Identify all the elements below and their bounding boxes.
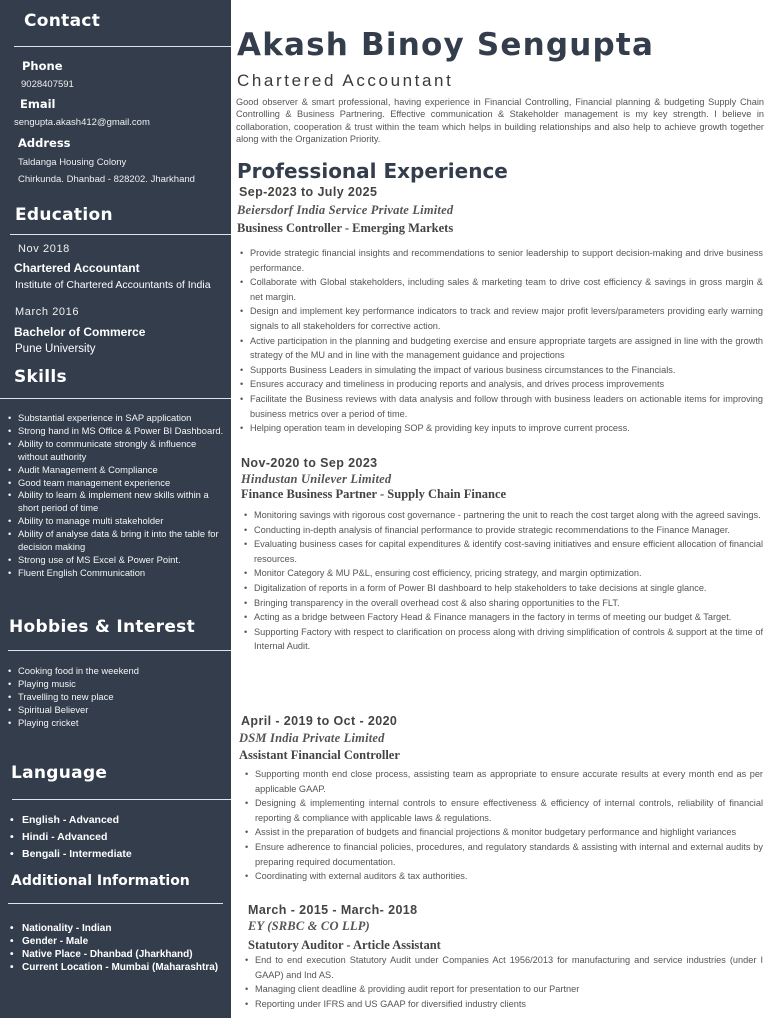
- list-item: • Designing & implementing internal controls to ensure effectiveness & efficiency of internal controls, reliability of financial reporting & compliance with applicable laws & regulations.: [242, 796, 763, 825]
- hobby-item: • Spiritual Believer: [2, 704, 228, 717]
- divider: [8, 903, 223, 904]
- list-item: • Design and implement key performance indicators to track and review major profit levers/parameters providing early warning signals to all stakeholders for corrective action.: [237, 304, 763, 333]
- skill-item: • Ability to learn & implement new skills within a short period of time: [2, 489, 228, 515]
- skill-item: • Audit Management & Compliance: [2, 464, 228, 477]
- list-item: • Acting as a bridge between Factory Head & Finance managers in the factory in terms of meeting our budget & Target.: [241, 610, 763, 625]
- profile-summary: Good observer & smart professional, having experience in Financial Controlling, Financial planning & budgeting Supply Chain Controlling & Business Partnering. Effective communication & Stakeholder management is my key strength. I believe in collaboration, cooperation & trust within the team which helps in building relationships and also help to achieve growth together along with the Organization Priority.: [236, 97, 764, 144]
- experience-heading: Professional Experience: [237, 159, 508, 183]
- language-list: [2, 812, 228, 863]
- education-institute: Pune University: [15, 343, 96, 355]
- job-company: Beiersdorf India Service Private Limited: [237, 203, 454, 217]
- job-date: April - 2019 to Oct - 2020: [241, 714, 398, 728]
- skill-item: • Fluent English Communication: [2, 567, 228, 580]
- candidate-title: Chartered Accountant: [237, 71, 454, 90]
- job-bullets: [237, 246, 763, 436]
- hobby-item: • Playing cricket: [2, 717, 228, 730]
- phone-value: 9028407591: [21, 79, 74, 90]
- address-label: Address: [18, 136, 71, 150]
- skills-list: [2, 412, 228, 580]
- job-date: Sep-2023 to July 2025: [239, 185, 378, 199]
- list-item: • Collaborate with Global stakeholders, including sales & marketing team to drive cost efficiency & savings in gross margin & net margin.: [237, 275, 763, 304]
- job-date: March - 2015 - March- 2018: [248, 903, 418, 917]
- hobby-item: • Playing music: [2, 678, 228, 691]
- language-item: • Bengali - Intermediate: [2, 846, 228, 863]
- skill-item: • Strong hand in MS Office & Power BI Dashboard.: [2, 425, 228, 438]
- language-item: • English - Advanced: [2, 812, 228, 829]
- divider: [8, 650, 231, 651]
- list-item: • Ensure adherence to financial policies, procedures, and regulatory standards & assisting with internal and external audits by preparing required documentation.: [242, 840, 763, 869]
- address-line: Taldanga Housing Colony: [18, 157, 127, 168]
- list-item: • Assist in the preparation of budgets and financial projections & monitor budgetary performance and highlight variances: [242, 825, 763, 840]
- list-item: • Monitoring savings with rigorous cost governance - partnering the unit to reach the cost target along with the agreed savings.: [241, 508, 763, 523]
- list-item: • Facilitate the Business reviews with data analysis and follow through with business leaders on actionable items for improving business metrics over a period of time.: [237, 392, 763, 421]
- hobbies-heading: Hobbies & Interest: [9, 617, 196, 637]
- contact-heading: Contact: [24, 11, 101, 31]
- hobbies-list: [2, 665, 228, 730]
- job-company: EY (SRBC & CO LLP): [248, 919, 370, 933]
- phone-label: Phone: [22, 59, 63, 73]
- additional-item: • Current Location - Mumbai (Maharashtra): [2, 961, 228, 974]
- skill-item: • Strong use of MS Excel & Power Point.: [2, 554, 228, 567]
- list-item: • Supports Business Leaders in simulating the impact of various business circumstances to the Financials.: [237, 363, 763, 378]
- divider: [10, 234, 231, 235]
- skill-item: • Ability to manage multi stakeholder: [2, 515, 228, 528]
- education-date: Nov 2018: [18, 243, 70, 255]
- divider: [12, 799, 231, 800]
- job-role: Finance Business Partner - Supply Chain Finance: [241, 487, 507, 501]
- additional-item: • Native Place - Dhanbad (Jharkhand): [2, 948, 228, 961]
- job-role: Statutory Auditor - Article Assistant: [248, 938, 441, 952]
- hobby-item: • Travelling to new place: [2, 691, 228, 704]
- language-heading: Language: [11, 763, 108, 783]
- main-content: [231, 0, 768, 1024]
- job-bullets: [241, 508, 763, 654]
- skills-heading: Skills: [14, 367, 67, 387]
- list-item: • Helping operation team in developing SOP & providing key inputs to improve current process.: [237, 421, 763, 436]
- skill-item: • Ability of analyse data & bring it into the table for decision making: [2, 528, 228, 554]
- additional-list: [2, 922, 228, 974]
- list-item: • Supporting Factory with respect to clarification on process along with driving simplification of controls & support at the time of Internal Audit.: [241, 625, 763, 654]
- job-company: DSM India Private Limited: [239, 731, 385, 745]
- job-bullets: [242, 767, 763, 884]
- list-item: • Monitor Category & MU P&L, ensuring cost efficiency, pricing strategy, and margin optimization.: [241, 566, 763, 581]
- list-item: • Supporting month end close process, assisting team as appropriate to ensure accurate results at every month end as per applicable GAAP.: [242, 767, 763, 796]
- education-institute: Institute of Chartered Accountants of India: [15, 279, 211, 291]
- list-item: • Bringing transparency in the overall overhead cost & also sharing opportunities to the FLT.: [241, 596, 763, 611]
- additional-item: • Nationality - Indian: [2, 922, 228, 935]
- skill-item: • Good team management experience: [2, 477, 228, 490]
- job-date: Nov-2020 to Sep 2023: [241, 456, 378, 470]
- skill-item: • Ability to communicate strongly & influence without authority: [2, 438, 228, 464]
- additional-heading: Additional Information: [11, 873, 190, 889]
- list-item: • Ensures accuracy and timeliness in producing reports and analysis, and drives process improvements: [237, 377, 763, 392]
- list-item: • Reporting under IFRS and US GAAP for diversified industry clients: [242, 997, 763, 1012]
- language-item: • Hindi - Advanced: [2, 829, 228, 846]
- list-item: • Provide strategic financial insights and recommendations to senior leadership to support decision-making and drive business performance.: [237, 246, 763, 275]
- list-item: • Digitalization of reports in a form of Power BI dashboard to help stakeholders to take decisions at single glance.: [241, 581, 763, 596]
- education-heading: Education: [15, 205, 113, 225]
- job-role: Business Controller - Emerging Markets: [237, 221, 454, 235]
- sidebar: [0, 0, 231, 1018]
- list-item: • Conducting in-depth analysis of financial performance to provide strategic recommendations to the Finance Manager.: [241, 523, 763, 538]
- list-item: • Managing client deadline & providing audit report for presentation to our Partner: [242, 982, 763, 997]
- list-item: • Active participation in the planning and budgeting exercise and ensure appropriate targets are assigned in line with the growth strategy of the MU and in line with the management guidance and projections: [237, 334, 763, 363]
- job-bullets: [242, 953, 763, 1011]
- additional-item: • Gender - Male: [2, 935, 228, 948]
- address-line: Chirkunda. Dhanbad - 828202. Jharkhand: [18, 174, 195, 185]
- job-company: Hindustan Unilever Limited: [241, 472, 392, 486]
- skill-item: • Substantial experience in SAP application: [2, 412, 228, 425]
- list-item: • Coordinating with external auditors & tax authorities.: [242, 869, 763, 884]
- job-role: Assistant Financial Controller: [239, 748, 400, 762]
- email-value: sengupta.akash412@gmail.com: [14, 117, 150, 128]
- divider: [14, 46, 231, 47]
- hobby-item: • Cooking food in the weekend: [2, 665, 228, 678]
- divider: [0, 398, 231, 399]
- education-date: March 2016: [15, 306, 80, 318]
- email-label: Email: [20, 97, 56, 111]
- education-degree: Bachelor of Commerce: [14, 325, 146, 339]
- education-degree: Chartered Accountant: [14, 261, 140, 275]
- list-item: • End to end execution Statutory Audit under Companies Act 1956/2013 for manufacturing and service industries (under I GAAP) and Ind AS.: [242, 953, 763, 982]
- list-item: • Evaluating business cases for capital expenditures & identify cost-saving initiatives and ensure efficient allocation of financial resources.: [241, 537, 763, 566]
- candidate-name: Akash Binoy Sengupta: [237, 27, 655, 63]
